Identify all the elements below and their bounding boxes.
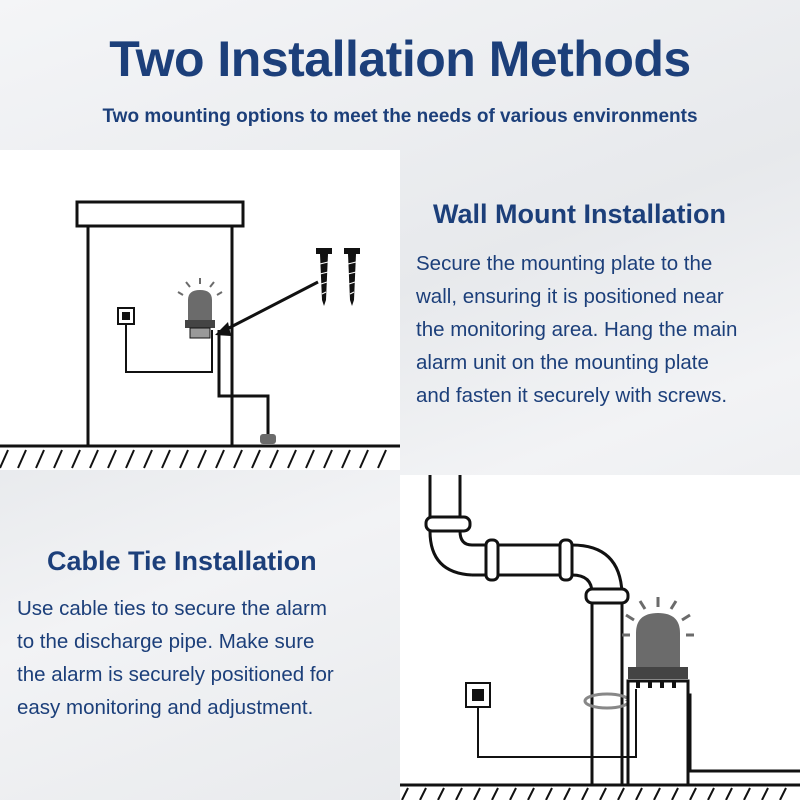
page-title: Two Installation Methods [109, 31, 691, 87]
wall-mount-line: the monitoring area. Hang the main [416, 318, 738, 341]
wall-mount-line: Secure the mounting plate to the [416, 252, 713, 275]
wall-mount-heading: Wall Mount Installation [433, 199, 726, 229]
wall-mount-line: wall, ensuring it is positioned near [416, 285, 724, 308]
wall-mount-diagram [0, 150, 400, 470]
screw-icon [316, 248, 360, 306]
wall-mount-illustration [0, 150, 400, 470]
cable-tie-illustration [400, 475, 800, 800]
page-subtitle: Two mounting options to meet the needs of various environments [102, 106, 698, 127]
cable-tie-line: easy monitoring and adjustment. [17, 696, 314, 719]
wall-mount-line: alarm unit on the mounting plate [416, 351, 709, 374]
cable-tie-line: to the discharge pipe. Make sure [17, 630, 315, 653]
wall-mount-description [416, 247, 800, 412]
cable-tie-description [17, 592, 400, 724]
cable-tie-line: Use cable ties to secure the alarm [17, 597, 327, 620]
cable-tie-heading: Cable Tie Installation [47, 546, 317, 576]
alarm-icon [622, 597, 694, 688]
cable-tie-line: the alarm is securely positioned for [17, 663, 334, 686]
cable-tie-diagram [400, 475, 800, 800]
wall-mount-line: and fasten it securely with screws. [416, 384, 728, 407]
